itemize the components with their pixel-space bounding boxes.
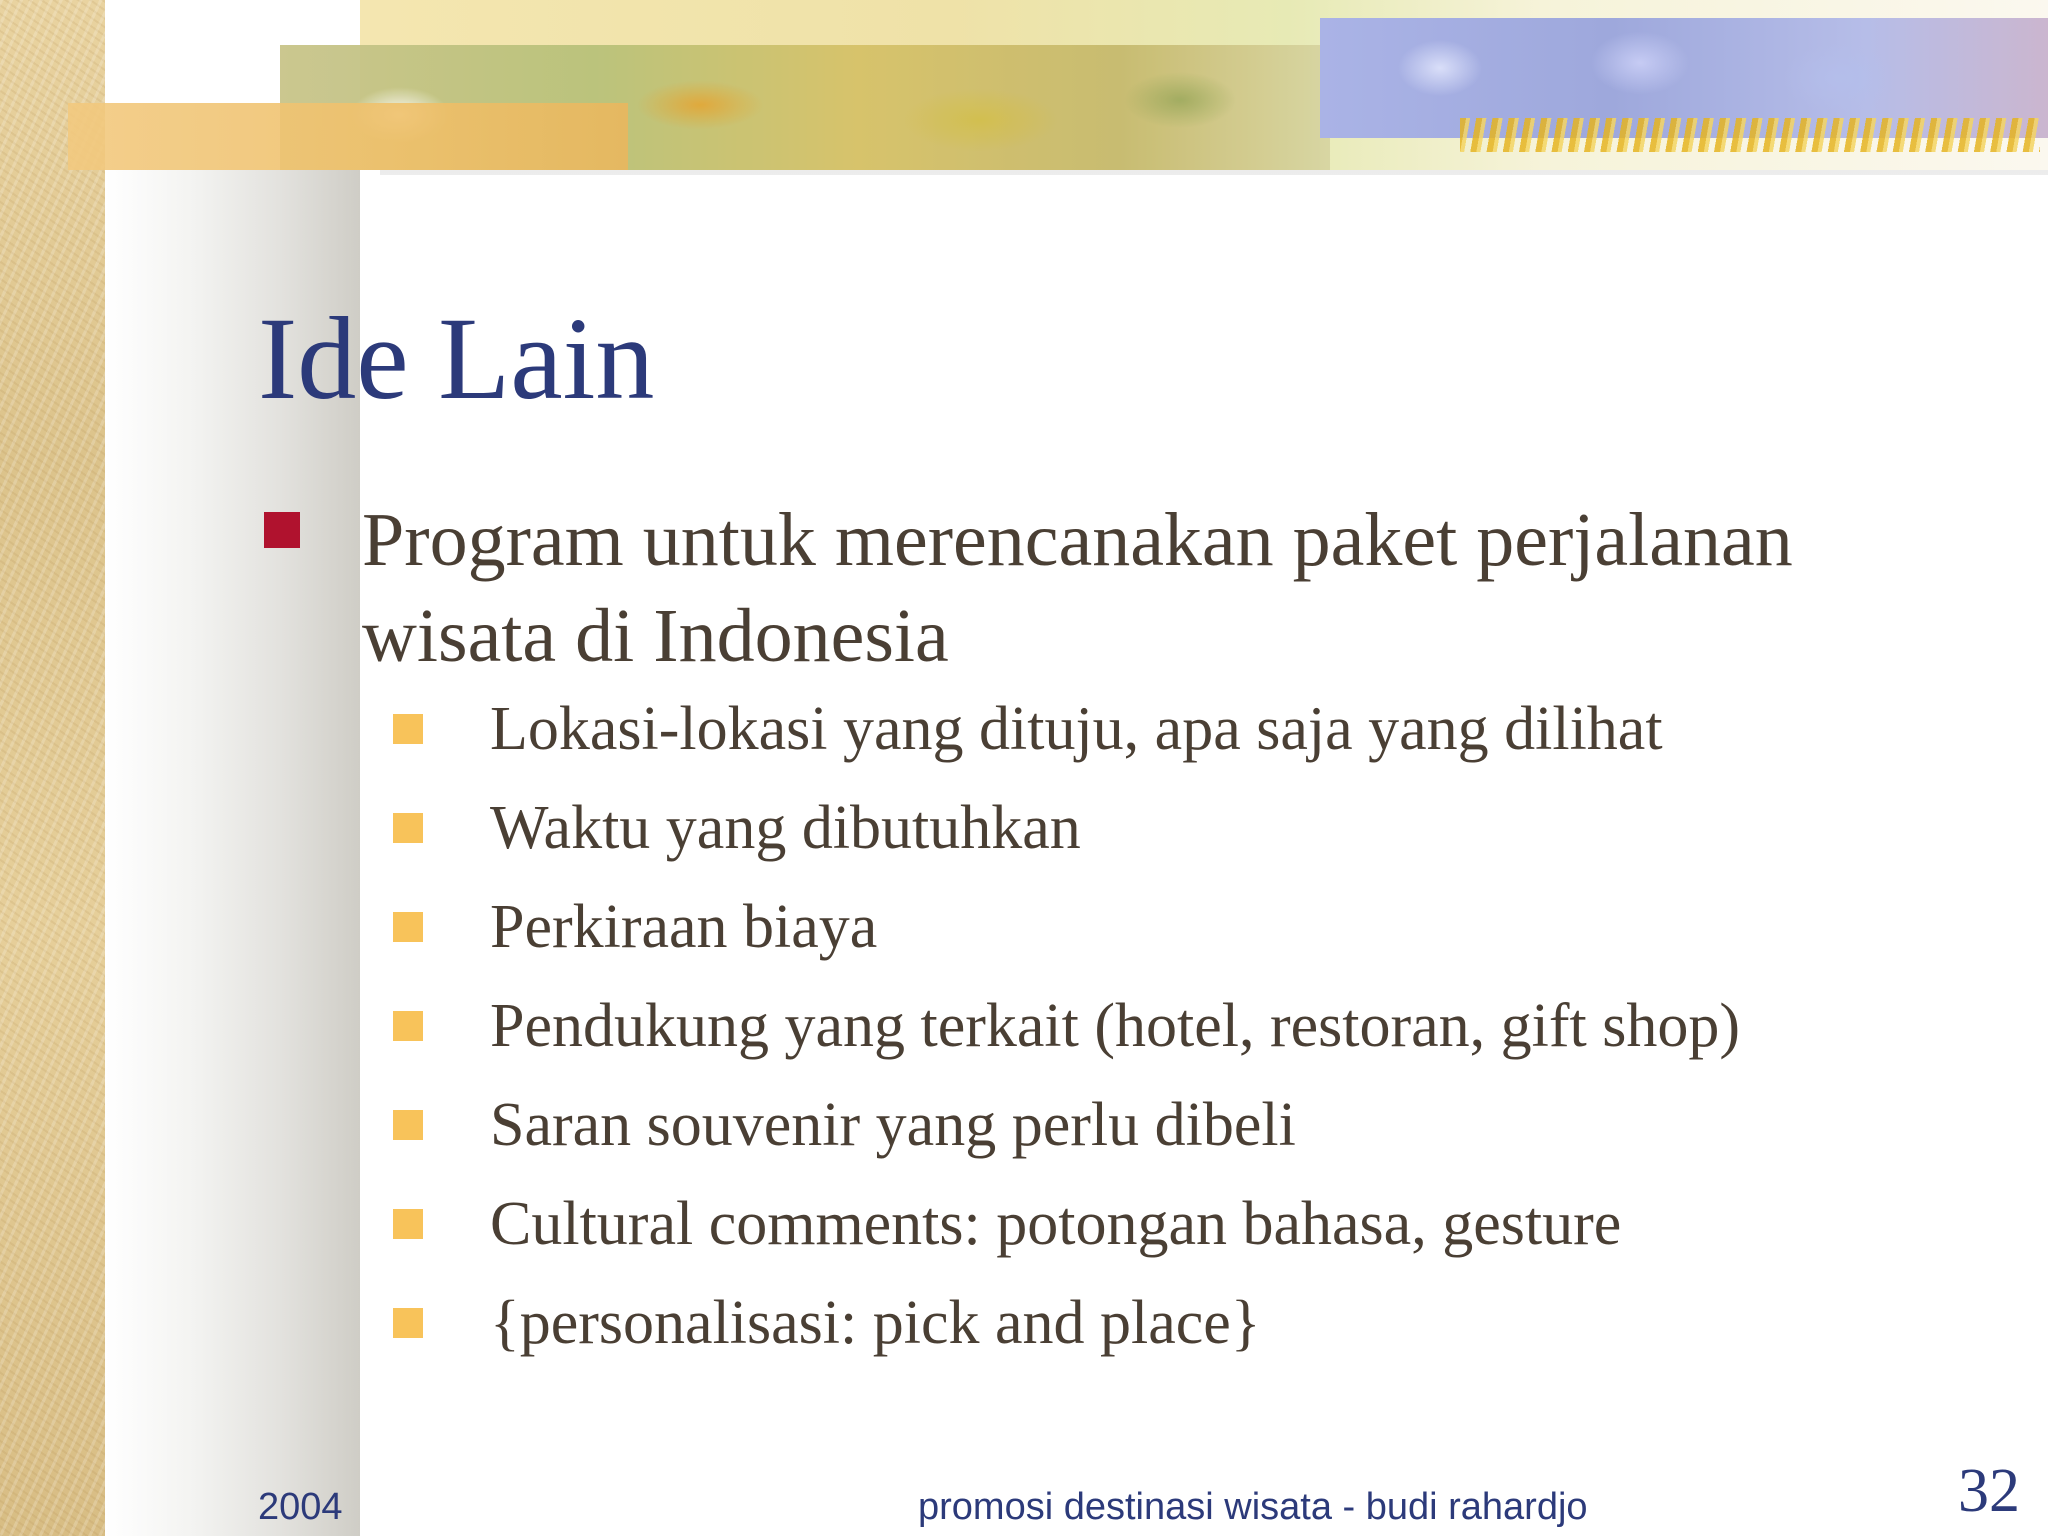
list-item <box>0 992 2000 1097</box>
decorative-banner-collage <box>0 0 2048 175</box>
sub-bullet-text: {personalisasi: pick and place} <box>490 1289 1261 1357</box>
sub-bullet-text: Waktu yang dibutuhkan <box>490 794 1081 862</box>
sub-bullet-square-icon <box>393 1011 423 1041</box>
list-item <box>0 794 2000 899</box>
sub-bullet-text: Perkiraan biaya <box>490 893 878 961</box>
sub-bullet-text: Saran souvenir yang perlu dibeli <box>490 1091 1296 1159</box>
main-bullet-square-icon <box>264 512 300 548</box>
slide-page-number: 32 <box>1958 1457 2020 1525</box>
sub-bullet-square-icon <box>393 714 423 744</box>
list-item <box>0 1289 2000 1394</box>
sub-bullet-square-icon <box>393 1110 423 1140</box>
sub-bullet-text: Lokasi-lokasi yang dituju, apa saja yang dilihat <box>490 695 1663 763</box>
slide-title: Ide Lain <box>258 293 655 424</box>
list-item <box>0 695 2000 800</box>
banner-orange-band <box>68 103 628 170</box>
sub-bullet-square-icon <box>393 813 423 843</box>
list-item <box>0 1091 2000 1196</box>
footer-caption: promosi destinasi wisata - budi rahardjo <box>918 1486 1588 1528</box>
banner-shadow <box>380 170 2048 175</box>
sub-bullet-square-icon <box>393 1209 423 1239</box>
sub-bullet-text: Cultural comments: potongan bahasa, gesture <box>490 1190 1622 1258</box>
list-item <box>0 1190 2000 1295</box>
sub-bullet-text: Pendukung yang terkait (hotel, restoran, gift shop) <box>490 992 1741 1060</box>
main-bullet-text: Program untuk merencanakan paket perjalanan wisata di Indonesia <box>362 498 1793 678</box>
banner-gold-grass <box>1460 118 2040 152</box>
sub-bullet-square-icon <box>393 912 423 942</box>
footer-year: 2004 <box>258 1486 343 1528</box>
list-item <box>0 893 2000 998</box>
sub-bullet-square-icon <box>393 1308 423 1338</box>
